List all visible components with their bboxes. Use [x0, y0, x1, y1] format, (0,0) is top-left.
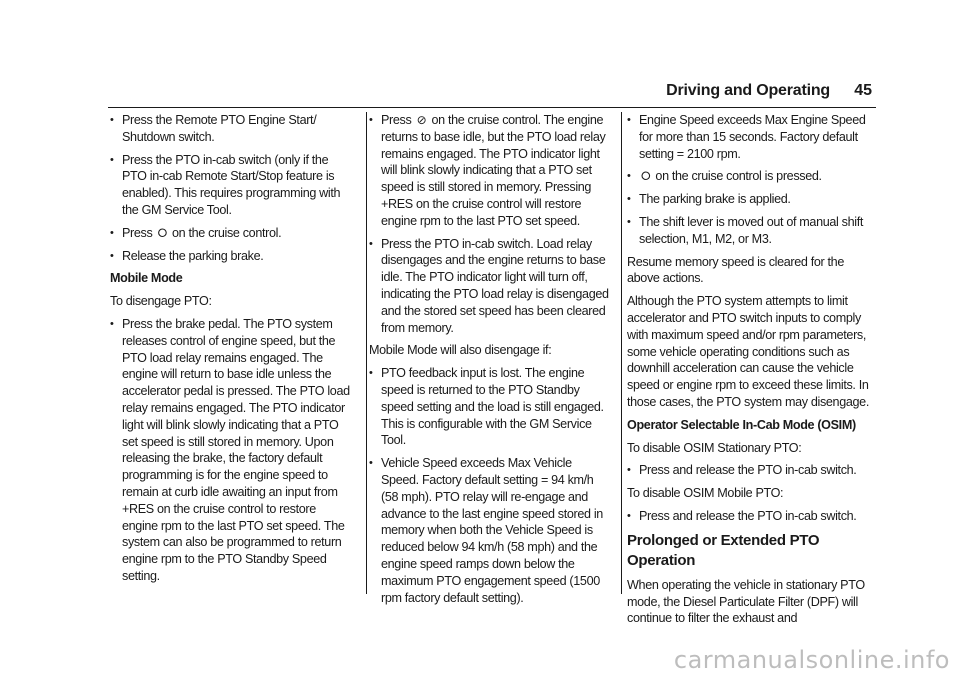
osim-heading: Operator Selectable In-Cab Mode (OSIM) — [627, 417, 856, 432]
list-item — [110, 152, 353, 219]
list-item-text: Release the parking brake. — [122, 248, 264, 263]
list-item-text: on the cruise control. The engine returns to base idle, but the PTO load relay remains engaged. The PTO indicator light will blink slowly indicating that a PTO set speed is still stored in memory. Pressing +RES on the cruise control will restore engine rpm to the last PTO set speed. — [381, 113, 606, 228]
bullet-icon: • — [369, 114, 373, 126]
bullet-icon: • — [369, 237, 373, 250]
list-item — [110, 112, 353, 146]
column-1 — [110, 112, 353, 591]
paragraph: Mobile Mode will also disengage if: — [369, 343, 552, 358]
column-divider — [621, 112, 622, 594]
paragraph: To disable OSIM Mobile PTO: — [627, 486, 784, 501]
page-number: 45 — [854, 82, 872, 99]
list-item-text: Press the PTO in-cab switch. Load relay disengages and the engine returns to base idle. The PTO indicator light will turn off, indicating the PTO load relay is disengaged and the stored set speed has been cleared from memory. — [381, 236, 609, 335]
list-item — [627, 214, 870, 248]
bullet-icon: • — [627, 464, 631, 477]
list-item-text: on the cruise control. — [172, 225, 282, 240]
cruise-set-icon: ⭘ — [157, 225, 167, 240]
list-item-text: The shift lever is moved out of manual shift selection, M1, M2, or M3. — [639, 214, 863, 246]
list-item-text: on the cruise control is pressed. — [655, 169, 822, 184]
column-divider — [366, 112, 367, 594]
cruise-cancel-icon: ⊘ — [416, 113, 427, 127]
section-title: Driving and Operating — [666, 82, 830, 99]
bullet-icon: • — [110, 114, 114, 126]
list-item — [369, 112, 612, 230]
bullet-icon: • — [369, 367, 373, 380]
paragraph: To disable OSIM Stationary PTO: — [627, 440, 802, 455]
column-2 — [369, 112, 612, 612]
list-item-text: Press the Remote PTO Engine Start/ Shutdown switch. — [122, 113, 317, 144]
list-item — [627, 508, 870, 525]
list-item-text: Press the brake pedal. The PTO system releases control of engine speed, but the PTO load relay remains engaged. The engine will return to base idle unless the accelerator pedal is pressed. The PTO load relay remains engaged. The PTO indicator light will blink slowly indicating that a PTO set speed is still stored in memory. Upon releasing the brake, the factory default programming is for the engine speed to remain at curb idle awaiting an input from +RES on the cruise control to restore engine rpm to the last PTO set speed. The system can also be programmed to return engine rpm to the PTO Standby Speed setting. — [122, 316, 350, 583]
list-item-text: Press — [122, 225, 153, 240]
list-item-text: Engine Speed exceeds Max Engine Speed for more than 15 seconds. Factory default setting = 2100 rpm. — [639, 113, 866, 161]
cruise-set-icon: ⭘ — [641, 169, 651, 184]
list-item — [627, 462, 870, 479]
list-item-text: Press — [381, 113, 412, 127]
bullet-icon: • — [369, 457, 373, 470]
paragraph: Although the PTO system attempts to limit accelerator and PTO switch inputs to comply with maximum speed and/or rpm parameters, some vehicle operating conditions such as downhill acceleration can cause the vehicle speed or engine rpm to exceed these limits. In those cases, the PTO system may disengage. — [627, 294, 869, 409]
list-item — [369, 455, 612, 606]
bullet-icon: • — [110, 317, 114, 330]
list-item-text: Press the PTO in-cab switch (only if the PTO in-cab Remote Start/Stop feature is enabled). This requires programming with the GM Service Tool. — [122, 152, 341, 217]
bullet-icon: • — [110, 249, 114, 262]
bullet-icon: • — [627, 509, 631, 522]
list-item — [110, 248, 353, 265]
list-item-text: PTO feedback input is lost. The engine speed is returned to the PTO Standby speed setting and the load is still engaged. This is configurable with the GM Service Tool. — [381, 366, 604, 448]
list-item — [627, 191, 870, 208]
bullet-icon: • — [627, 193, 631, 206]
list-item-text: Press and release the PTO in-cab switch. — [639, 463, 857, 478]
paragraph: To disengage PTO: — [110, 294, 212, 309]
list-item — [110, 316, 353, 585]
list-item — [627, 112, 870, 162]
watermark: carmanualsonline.info — [673, 646, 950, 674]
list-item — [369, 236, 612, 337]
bullet-icon: • — [627, 170, 631, 183]
paragraph: Resume memory speed is cleared for the above actions. — [627, 254, 844, 286]
bullet-icon: • — [110, 226, 114, 239]
bullet-icon: • — [110, 153, 114, 166]
header-rule — [108, 107, 876, 108]
paragraph: When operating the vehicle in stationary PTO mode, the Diesel Particulate Filter (DPF) will continue to filter the exhaust and — [627, 577, 865, 626]
prolonged-pto-heading: Prolonged or Extended PTO Operation — [627, 531, 820, 569]
mobile-mode-heading: Mobile Mode — [110, 271, 183, 286]
page-header — [0, 82, 960, 104]
list-item-text: Vehicle Speed exceeds Max Vehicle Speed. Factory default setting = 94 km/h (58 mph). PTO relay will re-engage and advance to the last engine speed stored in memory when both the Vehicle Speed is reduced below 94 km/h (58 mph) and the engine speed ramps down below the maximum PTO engagement speed (1500 rpm factory default setting). — [381, 456, 603, 605]
list-item-text: The parking brake is applied. — [639, 192, 791, 207]
list-item — [110, 225, 353, 242]
column-3 — [627, 112, 870, 633]
list-item — [369, 365, 612, 449]
list-item-text: Press and release the PTO in-cab switch. — [639, 508, 857, 523]
bullet-icon: • — [627, 215, 631, 228]
list-item — [627, 168, 870, 185]
bullet-icon: • — [627, 114, 631, 126]
